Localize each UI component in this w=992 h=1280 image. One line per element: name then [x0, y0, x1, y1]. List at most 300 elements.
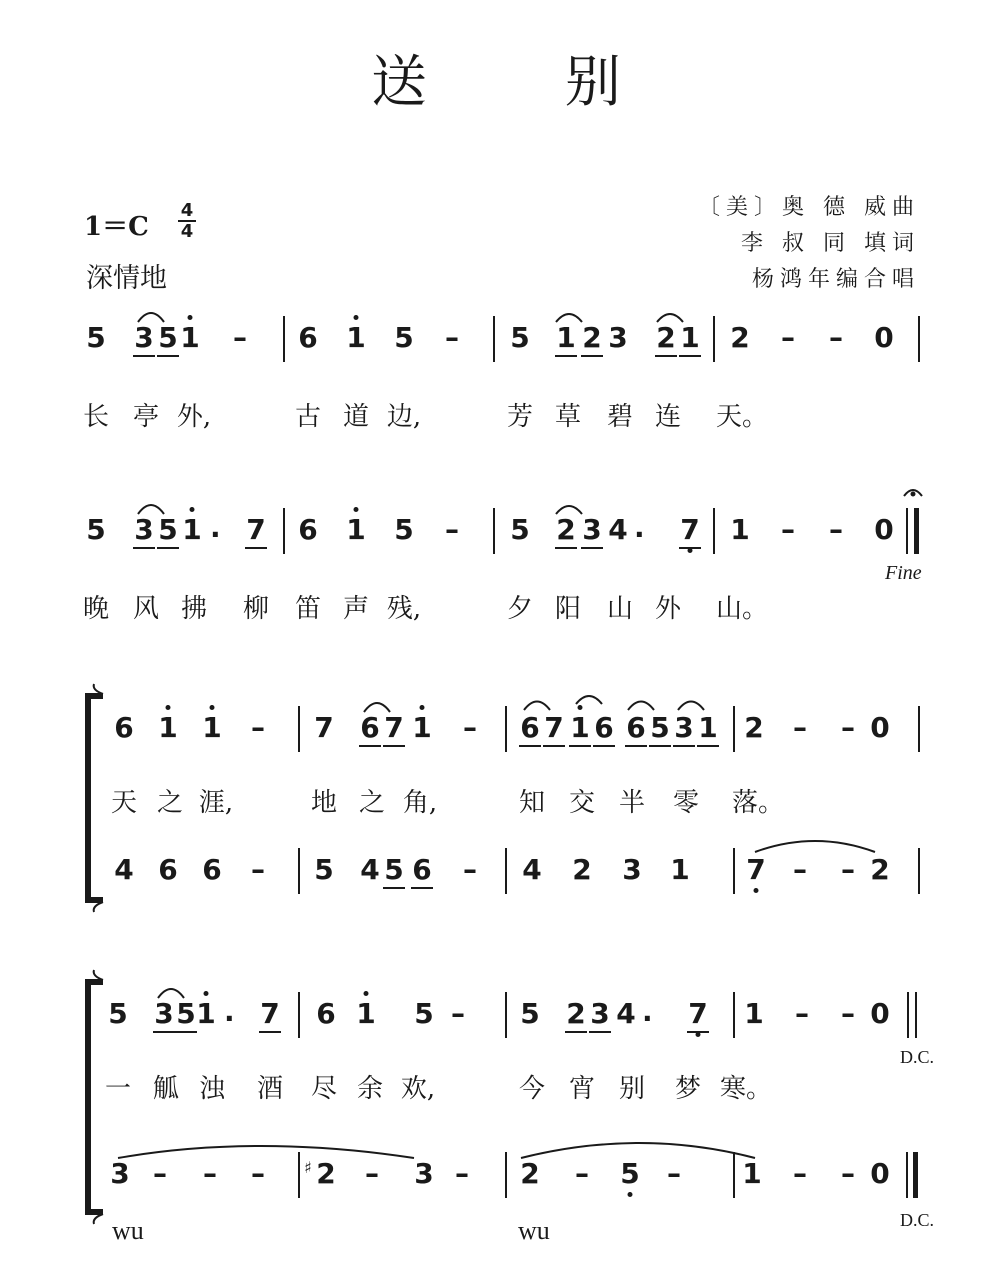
- barline: [493, 316, 495, 362]
- note: [620, 853, 644, 886]
- note-value: –: [445, 321, 459, 354]
- note-value: 2: [870, 853, 890, 886]
- note-value: –: [829, 321, 843, 354]
- lyric-syllable: 拂: [180, 594, 208, 624]
- note: [246, 853, 270, 886]
- lyric-syllable: 之: [358, 788, 386, 818]
- note: [776, 513, 800, 546]
- note-value: 6: [594, 711, 614, 744]
- note-value: 0: [870, 711, 890, 744]
- note: [200, 711, 224, 744]
- tempo-marking: 深情地: [86, 263, 167, 294]
- note: [606, 513, 630, 546]
- barline: [298, 992, 300, 1038]
- note: [440, 513, 464, 546]
- note: [580, 321, 604, 354]
- credits: [698, 190, 920, 298]
- lyric-syllable: 落。: [731, 788, 785, 818]
- note-value: –: [841, 997, 855, 1030]
- barline: [283, 508, 285, 554]
- barline: [505, 706, 507, 752]
- lyric-syllable: 余: [356, 1074, 384, 1104]
- note-value: 5: [620, 1157, 640, 1190]
- double-barline-thin: [906, 508, 908, 554]
- note: [358, 853, 382, 886]
- note: [624, 711, 648, 744]
- note: [152, 997, 176, 1030]
- note-value: 5: [158, 513, 178, 546]
- note: [194, 997, 218, 1030]
- lyric-syllable: 觚: [152, 1074, 180, 1104]
- note-value: 5: [314, 853, 334, 886]
- note: [108, 1157, 132, 1190]
- note-value: 3: [110, 1157, 130, 1190]
- lyric-syllable: 连: [654, 402, 682, 432]
- note: [790, 997, 814, 1030]
- lyric-syllable: 零: [672, 788, 700, 818]
- note: [258, 997, 282, 1030]
- note-value: 2: [656, 321, 676, 354]
- barline: [298, 1152, 300, 1198]
- note: [304, 1157, 338, 1190]
- note-value: 2: [520, 1157, 540, 1190]
- note: [412, 1157, 436, 1190]
- note-value: 1: [182, 513, 202, 546]
- double-barline-thin: [915, 992, 917, 1038]
- lyric-syllable: 亭: [132, 402, 160, 432]
- note: [836, 711, 860, 744]
- note: [742, 997, 766, 1030]
- note: [392, 321, 416, 354]
- barline: [505, 992, 507, 1038]
- lyric-syllable: 角,: [402, 788, 438, 818]
- barline: [505, 848, 507, 894]
- lyric-syllable: 天: [110, 788, 138, 818]
- note-value: 6: [158, 853, 178, 886]
- note-value: 3: [154, 997, 174, 1030]
- lyric-syllable: 尽: [310, 1074, 338, 1104]
- note: [314, 997, 338, 1030]
- note: [776, 321, 800, 354]
- note-value: 1: [698, 711, 718, 744]
- note-value: 1: [158, 711, 178, 744]
- note: [592, 711, 616, 744]
- lyric-syllable: 草: [554, 402, 582, 432]
- lyric-syllable: 碧: [606, 402, 634, 432]
- lyric-syllable: 外,: [176, 402, 212, 432]
- note-value: 3: [414, 1157, 434, 1190]
- sharp-accidental: ♯: [304, 1158, 312, 1177]
- note: [112, 711, 136, 744]
- note-value: –: [451, 997, 465, 1030]
- note: [788, 853, 812, 886]
- note-value: 1: [670, 853, 690, 886]
- double-barline-thin: [906, 1152, 908, 1198]
- lyric-syllable: 一: [104, 1074, 132, 1104]
- note: [382, 711, 406, 744]
- note: [872, 321, 896, 354]
- note-value: 1: [556, 321, 576, 354]
- note: [246, 711, 270, 744]
- note: [554, 513, 578, 546]
- note: [410, 711, 434, 744]
- note: [198, 1157, 222, 1190]
- note-value: 5: [394, 513, 414, 546]
- note-value: 6: [520, 711, 540, 744]
- note-value: 6: [114, 711, 134, 744]
- note-value: 6: [360, 711, 380, 744]
- note-value: 2: [572, 853, 592, 886]
- note: [868, 997, 892, 1030]
- note-value: 3: [674, 711, 694, 744]
- note-value: 6: [298, 513, 318, 546]
- lyric-syllable: 浊: [198, 1074, 226, 1104]
- note-value: 1: [202, 711, 222, 744]
- note-value: 1: [180, 321, 200, 354]
- note: [668, 853, 692, 886]
- dc-mark-lower: D.C.: [900, 1210, 935, 1230]
- note-value: 1: [196, 997, 216, 1030]
- note-value: 6: [412, 853, 432, 886]
- note: [180, 513, 204, 546]
- lyric-syllable: 道: [342, 402, 370, 432]
- note-value: 5: [650, 711, 670, 744]
- note-value: 6: [202, 853, 222, 886]
- note-value: 2: [316, 1157, 336, 1190]
- fine-mark: Fine: [885, 562, 922, 584]
- wu-syllable-2: wu: [518, 1216, 550, 1245]
- lyric-syllable: 宵: [568, 1074, 596, 1104]
- barline: [283, 316, 285, 362]
- note-value: 1: [356, 997, 376, 1030]
- note: [312, 711, 336, 744]
- note: [588, 997, 612, 1030]
- augmentation-dot: .: [634, 511, 645, 544]
- note-value: 1: [744, 997, 764, 1030]
- lyric-syllable: 欢,: [400, 1074, 436, 1104]
- note-value: –: [575, 1157, 589, 1190]
- note: [568, 711, 592, 744]
- note-value: 3: [622, 853, 642, 886]
- note-value: 7: [544, 711, 564, 744]
- note-value: 5: [510, 321, 530, 354]
- note-value: –: [463, 853, 477, 886]
- note: [580, 513, 604, 546]
- arranger-credit: 杨鸿年编合唱: [751, 267, 920, 292]
- note-value: 7: [680, 513, 700, 546]
- lyric-syllable: 寒。: [719, 1074, 773, 1104]
- note-value: –: [795, 997, 809, 1030]
- note: [508, 513, 532, 546]
- lyric-syllable: 今: [518, 1074, 546, 1104]
- note-value: 5: [86, 321, 106, 354]
- lyric-syllable: 边,: [386, 402, 422, 432]
- note: [382, 853, 406, 886]
- note: [450, 1157, 474, 1190]
- note: [614, 997, 638, 1030]
- wu-syllable-1: wu: [112, 1216, 144, 1245]
- note-value: 3: [582, 513, 602, 546]
- note-value: –: [365, 1157, 379, 1190]
- note-value: 5: [520, 997, 540, 1030]
- note-value: 1: [742, 1157, 762, 1190]
- note-value: 4: [608, 513, 628, 546]
- lyric-syllable: 别: [618, 1074, 646, 1104]
- time-signature: 4 4: [176, 202, 198, 240]
- note-value: 1: [680, 321, 700, 354]
- note-value: –: [251, 711, 265, 744]
- note-value: –: [251, 1157, 265, 1190]
- note-value: 7: [246, 513, 266, 546]
- note: [728, 321, 752, 354]
- note: [678, 321, 702, 354]
- barline: [733, 992, 735, 1038]
- note: [156, 321, 180, 354]
- note: [410, 853, 434, 886]
- note: [360, 1157, 384, 1190]
- lyric-syllable: 残,: [386, 594, 422, 624]
- note: [564, 997, 588, 1030]
- key-signature: 1＝C: [84, 212, 149, 242]
- lyric-syllable: 外: [654, 594, 682, 624]
- note-value: 1: [730, 513, 750, 546]
- barline: [298, 706, 300, 752]
- lyric-syllable: 夕: [506, 594, 534, 624]
- note: [654, 321, 678, 354]
- note: [788, 1157, 812, 1190]
- note: [520, 853, 544, 886]
- barline: [713, 316, 715, 362]
- note: [244, 513, 268, 546]
- note: [508, 321, 532, 354]
- note-value: –: [841, 711, 855, 744]
- note-value: –: [793, 711, 807, 744]
- barline: [918, 848, 920, 894]
- augmentation-dot: .: [210, 511, 221, 544]
- note-value: 5: [108, 997, 128, 1030]
- note-value: 5: [414, 997, 434, 1030]
- barline: [493, 508, 495, 554]
- note: [554, 321, 578, 354]
- barline: [733, 1152, 735, 1198]
- lyric-syllable: 半: [618, 788, 646, 818]
- lyric-syllable: 风: [132, 594, 160, 624]
- note-value: 2: [582, 321, 602, 354]
- note: [518, 711, 542, 744]
- double-barline-thin: [907, 992, 909, 1038]
- lyric-syllable: 交: [568, 788, 596, 818]
- lyric-syllable: 芳: [506, 402, 534, 432]
- note: [744, 853, 768, 886]
- augmentation-dot: .: [224, 995, 235, 1028]
- note-value: 5: [86, 513, 106, 546]
- composer-credit: 〔美〕奥 德 威曲: [698, 195, 920, 220]
- lyric-syllable: 柳: [242, 594, 270, 624]
- note: [542, 711, 566, 744]
- barline: [918, 706, 920, 752]
- note-value: 5: [394, 321, 414, 354]
- note: [148, 1157, 172, 1190]
- note-value: 3: [134, 321, 154, 354]
- note-value: 6: [316, 997, 336, 1030]
- note-value: –: [445, 513, 459, 546]
- note: [836, 853, 860, 886]
- note: [662, 1157, 686, 1190]
- song-title: 送 别: [371, 50, 681, 115]
- note-value: 5: [510, 513, 530, 546]
- lyric-syllable: 地: [310, 788, 338, 818]
- lyric-syllable: 山: [606, 594, 634, 624]
- note-value: 2: [744, 711, 764, 744]
- note: [728, 513, 752, 546]
- note: [440, 321, 464, 354]
- note: [296, 321, 320, 354]
- note-value: –: [829, 513, 843, 546]
- note: [824, 321, 848, 354]
- lyric-syllable: 声: [342, 594, 370, 624]
- note-value: 6: [298, 321, 318, 354]
- note: [112, 853, 136, 886]
- note-value: 4: [522, 853, 542, 886]
- note-value: 7: [314, 711, 334, 744]
- note: [458, 711, 482, 744]
- note-value: –: [793, 1157, 807, 1190]
- note: [868, 853, 892, 886]
- note-value: 0: [874, 321, 894, 354]
- note: [824, 513, 848, 546]
- note: [678, 513, 702, 546]
- note-value: 1: [412, 711, 432, 744]
- note-value: 7: [260, 997, 280, 1030]
- note-value: –: [153, 1157, 167, 1190]
- note: [446, 997, 470, 1030]
- note-value: 1: [346, 321, 366, 354]
- note-value: –: [251, 853, 265, 886]
- note-value: 3: [134, 513, 154, 546]
- note-value: –: [463, 711, 477, 744]
- note: [836, 997, 860, 1030]
- note-value: 3: [590, 997, 610, 1030]
- note: [84, 513, 108, 546]
- lyric-syllable: 山。: [715, 594, 769, 624]
- final-barline: [914, 508, 919, 554]
- lyric-syllable: 酒: [256, 1074, 284, 1104]
- barline: [733, 848, 735, 894]
- note: [392, 513, 416, 546]
- note: [84, 321, 108, 354]
- note: [156, 711, 180, 744]
- lyric-syllable: 笛: [294, 594, 322, 624]
- note-value: 1: [570, 711, 590, 744]
- note: [344, 513, 368, 546]
- note-value: 3: [608, 321, 628, 354]
- note-value: –: [793, 853, 807, 886]
- final-barline: [913, 1152, 918, 1198]
- note-value: –: [455, 1157, 469, 1190]
- note: [742, 711, 766, 744]
- note: [836, 1157, 860, 1190]
- note: [156, 513, 180, 546]
- note-value: 1: [346, 513, 366, 546]
- note: [570, 853, 594, 886]
- note: [132, 321, 156, 354]
- lyric-syllable: 天。: [715, 402, 769, 432]
- note: [518, 1157, 542, 1190]
- note: [686, 997, 710, 1030]
- note: [696, 711, 720, 744]
- note: [312, 853, 336, 886]
- note-value: 2: [730, 321, 750, 354]
- note-value: 7: [384, 711, 404, 744]
- lyric-syllable: 古: [294, 402, 322, 432]
- note: [246, 1157, 270, 1190]
- note-value: 2: [556, 513, 576, 546]
- note: [412, 997, 436, 1030]
- note: [648, 711, 672, 744]
- note: [518, 997, 542, 1030]
- note: [872, 513, 896, 546]
- note: [868, 1157, 892, 1190]
- lyric-syllable: 之: [156, 788, 184, 818]
- barline: [505, 1152, 507, 1198]
- lyric-syllable: 梦: [674, 1074, 702, 1104]
- note-value: 7: [746, 853, 766, 886]
- note-value: 5: [384, 853, 404, 886]
- note-value: 4: [114, 853, 134, 886]
- note: [200, 853, 224, 886]
- note: [458, 853, 482, 886]
- note-value: 6: [626, 711, 646, 744]
- note-value: 5: [176, 997, 196, 1030]
- note-value: –: [667, 1157, 681, 1190]
- note-value: 5: [158, 321, 178, 354]
- lyric-syllable: 涯,: [198, 788, 234, 818]
- dc-mark-upper: D.C.: [900, 1047, 935, 1067]
- note-value: 0: [874, 513, 894, 546]
- note: [570, 1157, 594, 1190]
- note: [178, 321, 202, 354]
- note-value: –: [203, 1157, 217, 1190]
- barline: [298, 848, 300, 894]
- note-value: –: [781, 321, 795, 354]
- note: [344, 321, 368, 354]
- note: [228, 321, 252, 354]
- barline: [713, 508, 715, 554]
- note-value: 7: [688, 997, 708, 1030]
- note: [354, 997, 378, 1030]
- note-value: –: [841, 853, 855, 886]
- note: [672, 711, 696, 744]
- barline: [918, 316, 920, 362]
- note-value: –: [781, 513, 795, 546]
- note-value: 2: [566, 997, 586, 1030]
- note: [606, 321, 630, 354]
- note: [156, 853, 180, 886]
- note: [106, 997, 130, 1030]
- augmentation-dot: .: [642, 995, 653, 1028]
- note: [296, 513, 320, 546]
- lyric-syllable: 长: [82, 402, 110, 432]
- note-value: 4: [360, 853, 380, 886]
- note-value: 4: [616, 997, 636, 1030]
- lyricist-credit: 李 叔 同 填词: [741, 231, 920, 256]
- note: [132, 513, 156, 546]
- note: [618, 1157, 642, 1190]
- note: [788, 711, 812, 744]
- lyric-syllable: 知: [518, 788, 546, 818]
- lyric-syllable: 阳: [554, 594, 582, 624]
- barline: [733, 706, 735, 752]
